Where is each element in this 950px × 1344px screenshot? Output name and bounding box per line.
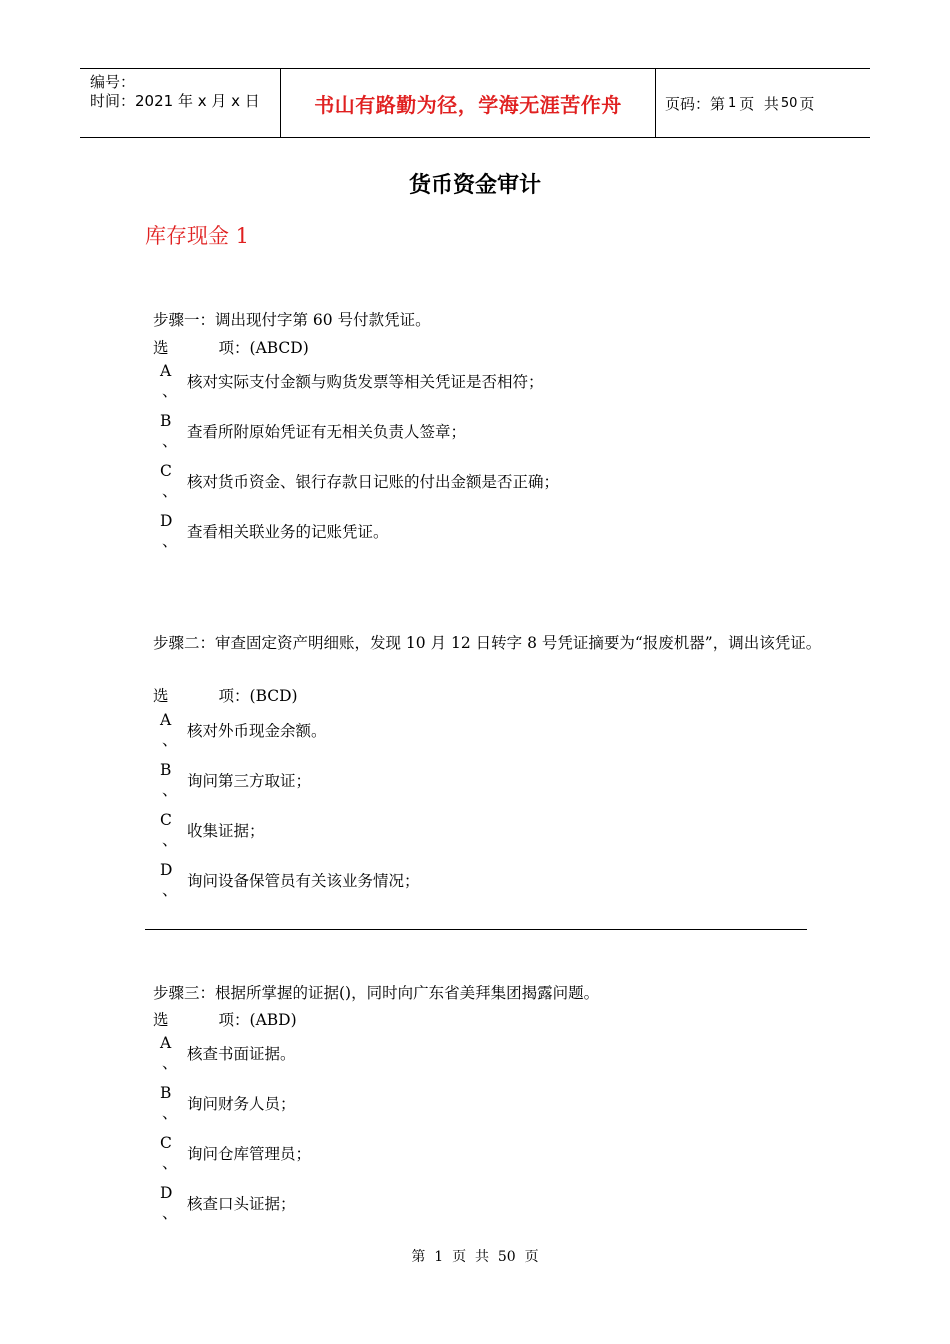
header-motto: 书山有路勤为径，学海无涯苦作舟 — [280, 69, 656, 137]
step-2-question: 步骤二：审查固定资产明细账，发现 10 月 12 日转字 8 号凭证摘要为“报废机器”，调出该凭证。 — [153, 634, 822, 652]
step-3-option-d: D 、 核查口头证据； — [160, 1184, 296, 1222]
document-title: 货币资金审计 — [408, 173, 541, 198]
step-1-option-b: B 、 查看所附原始凭证有无相关负责人签章； — [160, 412, 467, 450]
document-date: 时间：2021 年 x 月 x 日 — [90, 92, 260, 110]
header-page-info: 页码：第 1 页 共 50 页 — [665, 94, 815, 113]
header-page-number: 1 — [728, 95, 737, 111]
step-2-answer: 选 项：(BCD) — [153, 687, 298, 705]
document-number-label: 编号： — [90, 73, 136, 91]
step-1-question: 步骤一：调出现付字第 60 号付款凭证。 — [153, 311, 431, 329]
header-page-total: 50 — [780, 95, 798, 111]
section-heading: 库存现金 1 — [145, 224, 250, 248]
step-1-option-a: A 、 核对实际支付金额与购货发票等相关凭证是否相符； — [160, 362, 544, 400]
step-2-option-a: A 、 核对外币现金余额。 — [160, 711, 327, 749]
step-3-option-b: B 、 询问财务人员； — [160, 1084, 296, 1122]
step-3-option-a: A 、 核查书面证据。 — [160, 1034, 296, 1072]
step-2-option-b: B 、 询问第三方取证； — [160, 761, 312, 799]
page-footer: 第 1 页 共 50 页 — [411, 1249, 539, 1265]
step-1-option-d: D 、 查看相关联业务的记账凭证。 — [160, 512, 389, 550]
header-meta — [80, 69, 280, 137]
step-3-answer: 选 项：(ABD) — [153, 1011, 297, 1029]
section-divider — [145, 929, 807, 930]
page-header — [80, 68, 870, 138]
step-3-question: 步骤三：根据所掌握的证据()，同时向广东省美拜集团揭露问题。 — [153, 984, 600, 1002]
step-1-answer: 选 项：(ABCD) — [153, 339, 309, 357]
step-2-option-c: C 、 收集证据； — [160, 811, 265, 849]
step-1-option-c: C 、 核对货币资金、银行存款日记账的付出金额是否正确； — [160, 462, 560, 500]
step-2-option-d: D 、 询问设备保管员有关该业务情况； — [160, 861, 420, 899]
step-3-option-c: C 、 询问仓库管理员； — [160, 1134, 312, 1172]
